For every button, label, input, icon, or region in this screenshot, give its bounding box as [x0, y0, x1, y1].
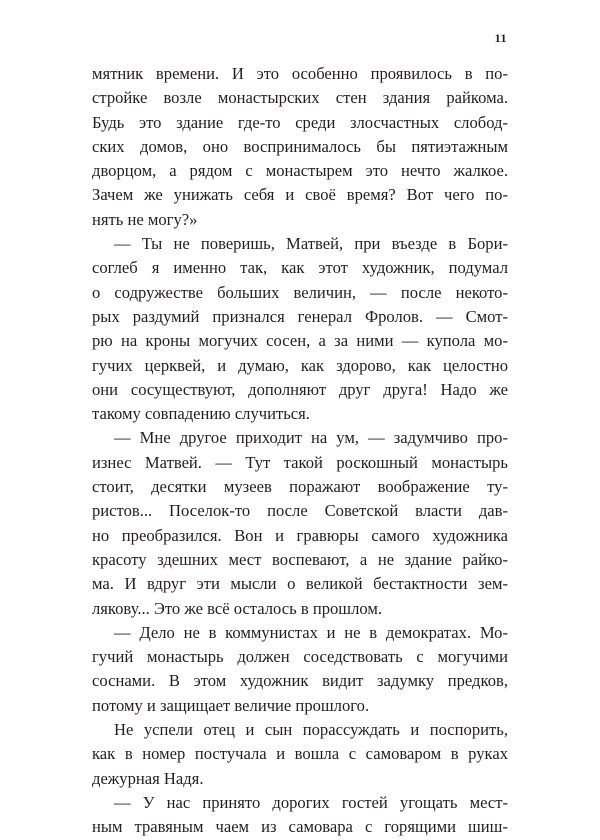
page-number: 11: [494, 31, 507, 45]
text-line: Будь это здание где-то среди злосчастных слобод-: [92, 112, 508, 132]
text-line: — Мне другое приходит на ум, — задумчиво про-: [114, 428, 508, 448]
text-line: — У нас принято дорогих гостей угощать мест-: [114, 792, 508, 812]
text-line: стоит, десятки музеев поражают воображение ту-: [92, 477, 508, 497]
text-line: — Ты не поверишь, Матвей, при въезде в Бори-: [114, 234, 508, 254]
text-line: такому совпадению случиться.: [92, 404, 310, 424]
text-line: ма. И вдруг эти мысли о великой бестактности зем-: [92, 574, 508, 594]
text-line: дежурная Надя.: [92, 768, 204, 788]
text-line: рю на кроны могучих сосен, а за ними — купола мо-: [92, 331, 508, 351]
text-line: изнес Матвей. — Тут такой роскошный монастырь: [92, 452, 508, 472]
text-line: — Дело не в коммунистах и не в демократах. Мо-: [114, 622, 508, 642]
text-line: Не успели отец и сын порассуждать и поспорить,: [114, 720, 508, 740]
text-line: но преобразился. Вон и гравюры самого художника: [92, 525, 508, 545]
text-line: соглеб я именно так, как этот художник, подумал: [92, 258, 508, 278]
text-line: нять не могу?»: [92, 209, 198, 229]
text-line: ристов... Поселок-то после Советской власти дав-: [92, 501, 508, 521]
text-line: ным травяным чаем из самовара с горящими шиш-: [92, 817, 508, 837]
text-line: о содружестве больших величин, — после некото-: [92, 282, 508, 302]
page-body-text: [92, 62, 508, 840]
text-line: лякову... Это же всё осталось в прошлом.: [92, 598, 382, 618]
text-line: ских домов, оно воспринималось бы пятиэтажным: [92, 136, 508, 156]
text-line: мятник времени. И это особенно проявилось в по-: [92, 64, 508, 83]
text-line: Зачем же унижать себя и своё время? Вот чего по-: [92, 185, 508, 205]
text-line: они сосуществуют, дополняют друг друга! Надо же: [92, 379, 508, 399]
text-line: как в номер постучала и вошла с самоваром в руках: [92, 744, 508, 764]
text-line: гучих церквей, и думаю, как здорово, как целостно: [92, 355, 508, 375]
text-line: рых раздумий признался генерал Фролов. — Смот-: [92, 306, 508, 326]
text-line: стройке возле монастырских стен здания райкома.: [92, 88, 508, 108]
text-line: соснами. В этом художник видит задумку предков,: [92, 671, 508, 691]
text-line: потому и защищает величие прошлого.: [92, 695, 370, 715]
text-line: дворцом, а рядом с монастырем это нечто жалкое.: [92, 161, 508, 181]
text-line: красоту здешних мест воспевают, а не здание райко-: [92, 549, 508, 569]
text-line: гучий монастырь должен соседствовать с могучими: [92, 647, 508, 667]
